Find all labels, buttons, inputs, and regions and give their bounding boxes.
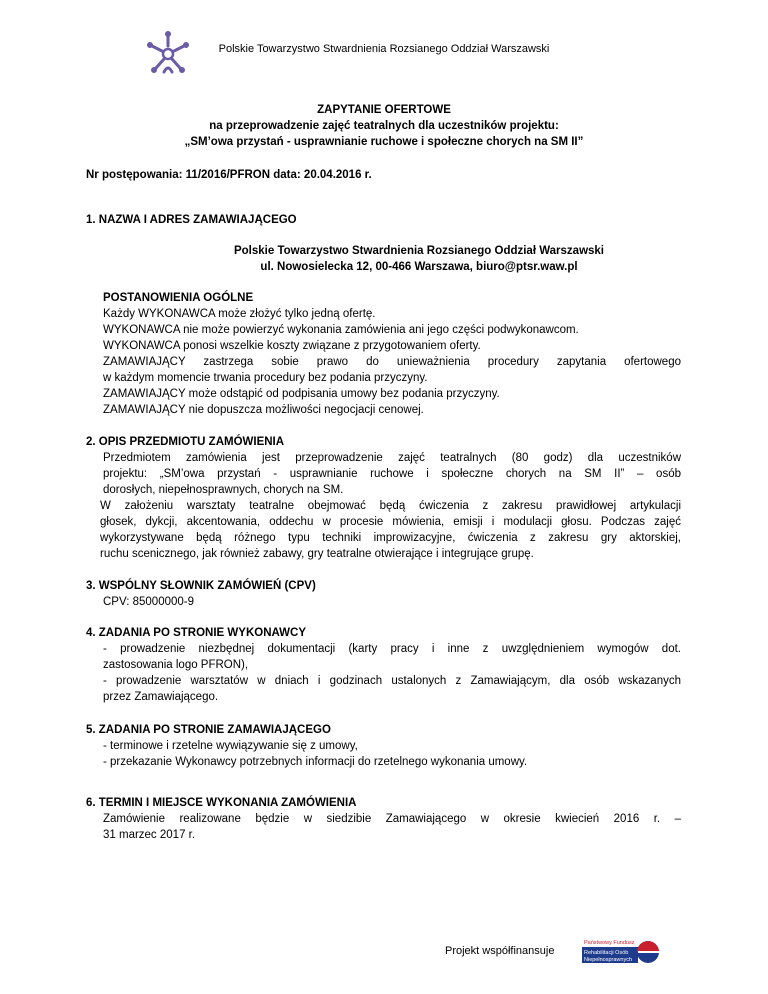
s2-line: dorosłych, niepełnosprawnych, chorych na SM. bbox=[103, 484, 344, 496]
s6-line: Zamówienie realizowane będzie w siedzibie Zamawiającego w okresie kwiecień 2016 r. – bbox=[103, 813, 681, 825]
general-line: ZAMAWIAJĄCY zastrzega sobie prawo do unieważnienia procedury zapytania ofertowego bbox=[103, 356, 681, 368]
s2-line: ruchu scenicznego, jak również zabawy, gry teatralne otwierające i integrujące grupę. bbox=[100, 548, 534, 560]
pfron-logo-text: Niepełnosprawnych bbox=[584, 957, 632, 963]
pfron-logo-text: Państwowy Fundusz bbox=[584, 940, 635, 946]
ordering-party-name: Polskie Towarzystwo Stwardnienia Rozsianego Oddział Warszawski bbox=[233, 245, 604, 257]
ordering-party-address: ul. Nowosielecka 12, 00-466 Warszawa, biuro@ptsr.waw.pl bbox=[260, 261, 578, 273]
pfron-logo-stripe bbox=[638, 951, 659, 953]
pfron-logo-arc bbox=[637, 941, 659, 952]
general-line: ZAMAWIAJĄCY może odstąpić od podpisania umowy bez podania przyczyny. bbox=[103, 388, 500, 400]
pfron-logo-text: Rehabilitacji Osób bbox=[584, 950, 629, 956]
s6-line: 31 marzec 2017 r. bbox=[103, 829, 196, 841]
s5-line: - terminowe i rzetelne wywiązywanie się z umowy, bbox=[103, 740, 358, 752]
s4-line: przez Zamawiającego. bbox=[103, 691, 219, 703]
section-4-heading: 4. ZADANIA PO STRONIE WYKONAWCY bbox=[86, 627, 306, 639]
s2-line: Przedmiotem zamówienia jest przeprowadzenie zajęć teatralnych (80 godz) dla uczestników bbox=[103, 452, 681, 464]
s2-line: W założeniu warsztaty teatralne obejmować będą ćwiczenia z zakresu prawidłowej artykulacji bbox=[100, 500, 681, 512]
general-line: Każdy WYKONAWCA może złożyć tylko jedną ofertę. bbox=[103, 308, 376, 320]
section-3-heading: 3. WSPÓLNY SŁOWNIK ZAMÓWIEŃ (CPV) bbox=[86, 580, 316, 592]
document-subtitle: na przeprowadzenie zajęć teatralnych dla uczestników projektu: bbox=[209, 120, 559, 132]
pfron-logo-icon bbox=[582, 930, 662, 974]
general-line: WYKONAWCA ponosi wszelkie koszty związane z przygotowaniem oferty. bbox=[103, 340, 481, 352]
reference-number: Nr postępowania: 11/2016/PFRON data: 20.04.2016 r. bbox=[86, 169, 372, 181]
cpv-code: CPV: 85000000-9 bbox=[103, 596, 195, 608]
project-name: „SM’owa przystań - usprawnianie ruchowe i społeczne chorych na SM II” bbox=[184, 136, 584, 148]
section-1-heading: 1. NAZWA I ADRES ZAMAWIAJĄCEGO bbox=[86, 214, 297, 226]
section-6-heading: 6. TERMIN I MIEJSCE WYKONANIA ZAMÓWIENIA bbox=[86, 797, 357, 809]
general-line: ZAMAWIAJĄCY nie dopuszcza możliwości negocjacji cenowej. bbox=[103, 404, 424, 416]
s5-line: - przekazanie Wykonawcy potrzebnych informacji do rzetelnego wykonania umowy. bbox=[103, 756, 528, 768]
s4-line: - prowadzenie warsztatów w dniach i godzinach ustalonych z Zamawiającym, dla osób wskazanych bbox=[103, 675, 681, 687]
document-title: ZAPYTANIE OFERTOWE bbox=[317, 104, 451, 116]
s2-line: głosek, dykcji, akcentowania, oddechu w procesie mówienia, emisji i modulacji głosu. Podczas zajęć bbox=[100, 516, 681, 528]
section-2-heading: 2. OPIS PRZEDMIOTU ZAMÓWIENIA bbox=[86, 436, 285, 448]
general-line: WYKONAWCA nie może powierzyć wykonania zamówienia ani jego części podwykonawcom. bbox=[103, 324, 579, 336]
s4-line: zastosowania logo PFRON), bbox=[103, 659, 249, 671]
s4-line: - prowadzenie niezbędnej dokumentacji (karty pracy i inne z uwzględnieniem wymogów dot. bbox=[103, 643, 681, 655]
section-5-heading: 5. ZADANIA PO STRONIE ZAMAWIAJĄCEGO bbox=[86, 724, 331, 736]
general-provisions-heading: POSTANOWIENIA OGÓLNE bbox=[103, 292, 254, 304]
general-line: w każdym momencie trwania procedury bez podania przyczyny. bbox=[103, 372, 428, 384]
header-org-name: Polskie Towarzystwo Stwardnienia Rozsianego Oddział Warszawski bbox=[218, 43, 550, 55]
cofinance-label: Projekt współfinansuje bbox=[445, 945, 555, 957]
s2-line: projektu: „SM’owa przystań - usprawnianie ruchowe i społeczne chorych na SM II” – osób bbox=[103, 468, 681, 480]
s2-line: wykorzystywane będą różnego typu techniki improwizacyjne, ćwiczenia z zakresu gry aktorskiej, bbox=[100, 532, 681, 544]
